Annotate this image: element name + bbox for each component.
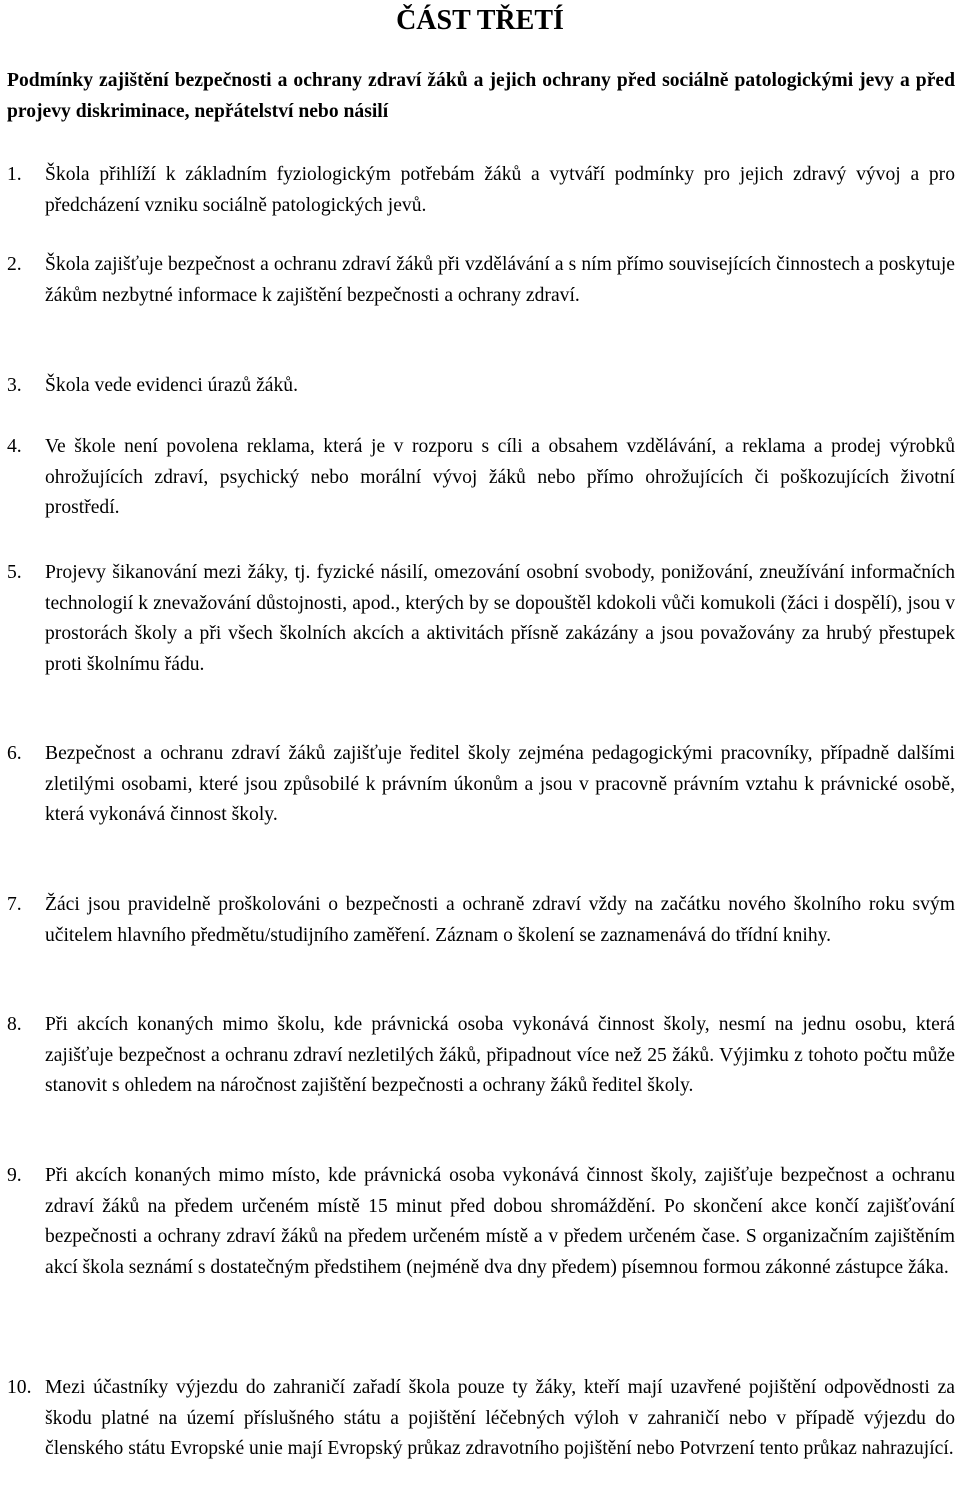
list-item-number: 1.	[7, 164, 22, 185]
list-item-number: 5.	[7, 562, 22, 583]
list-item	[7, 1010, 955, 1102]
list-item	[7, 371, 955, 402]
list-item-text: Škola zajišťuje bezpečnost a ochranu zdraví žáků při vzdělávání a s ním přímo souvisejících činnostech a poskytuje žákům nezbytné informace k zajištění bezpečnosti a ochrany zdraví.	[45, 254, 955, 306]
list-item-number: 9.	[7, 1165, 22, 1186]
page-title: ČÁST TŘETÍ	[396, 5, 564, 36]
list-item	[7, 160, 955, 221]
list-item	[7, 558, 955, 680]
list-item-text: Žáci jsou pravidelně proškolováni o bezpečnosti a ochraně zdraví vždy na začátku nového školního roku svým učitelem hlavního předmětu/studijního zaměření. Záznam o školení se zaznamenává do třídní knihy.	[45, 894, 955, 946]
list-item-number: 10.	[7, 1377, 32, 1398]
list-item-text: Škola vede evidenci úrazů žáků.	[45, 375, 298, 396]
list-item	[7, 890, 955, 951]
list-item	[7, 1161, 955, 1283]
list-item-text: Při akcích konaných mimo školu, kde právnická osoba vykonává činnost školy, nesmí na jednu osobu, která zajišťuje bezpečnost a ochranu zdraví nezletilých žáků, připadnout více než 25 žáků. Výjimku z tohoto počtu může stanovit s ohledem na náročnost zajištění bezpečnosti a ochrany žáků ředitel školy.	[45, 1014, 955, 1096]
list-item-number: 6.	[7, 743, 22, 764]
section-subtitle: Podmínky zajištění bezpečnosti a ochrany zdraví žáků a jejich ochrany před sociálně patologickými jevy a před projevy diskriminace, nepřátelství nebo násilí	[7, 70, 955, 122]
list-item-text: Projevy šikanování mezi žáky, tj. fyzické násilí, omezování osobní svobody, ponižování, zneužívání informačních technologií k znevažování důstojnosti, apod., kterých by se dopouštěl kdokoli vůči komukoli (žáci i dospělí), jsou v prostorách školy a při všech školních akcích a aktivitách přísně zakázány a jsou považovány za hrubý přestupek proti školnímu řádu.	[45, 562, 955, 675]
list-item-number: 3.	[7, 375, 22, 396]
list-item-text: Při akcích konaných mimo místo, kde právnická osoba vykonává činnost školy, zajišťuje bezpečnost a ochranu zdraví žáků na předem určeném místě 15 minut před dobou shromáždění. Po skončení akce končí zajišťování bezpečnosti a ochrany zdraví žáků na předem určeném místě a v předem určeném čase. S organizačním zajištěním akcí škola seznámí s dostatečným předstihem (nejméně dva dny předem) písemnou formou zákonné zástupce žáka.	[45, 1165, 955, 1278]
list-item	[7, 432, 955, 524]
list-item-number: 4.	[7, 436, 22, 457]
list-item	[7, 1373, 955, 1465]
list-item-text: Mezi účastníky výjezdu do zahraničí zařadí škola pouze ty žáky, kteří mají uzavřené pojištění odpovědnosti za škodu platné na území příslušného státu a pojištění léčebných výloh v zahraničí nebo v případě výjezdu do členského státu Evropské unie mají Evropský průkaz zdravotního pojištění nebo Potvrzení tento průkaz nahrazující.	[45, 1377, 955, 1459]
list-item	[7, 739, 955, 831]
list-item-number: 8.	[7, 1014, 22, 1035]
list-item-number: 2.	[7, 254, 22, 275]
list-item	[7, 250, 955, 311]
list-item-text: Bezpečnost a ochranu zdraví žáků zajišťuje ředitel školy zejména pedagogickými pracovníky, případně dalšími zletilými osobami, které jsou způsobilé k právním úkonům a jsou v pracovně právním vztahu k právnické osobě, která vykonává činnost školy.	[45, 743, 955, 825]
list-item-text: Ve škole není povolena reklama, která je v rozporu s cíli a obsahem vzdělávání, a reklama a prodej výrobků ohrožujících zdraví, psychický nebo morální vývoj žáků nebo přímo ohrožujících či poškozujících životní prostředí.	[45, 436, 955, 518]
list-item-number: 7.	[7, 894, 22, 915]
list-item-text: Škola přihlíží k základním fyziologickým potřebám žáků a vytváří podmínky pro jejich zdravý vývoj a pro předcházení vzniku sociálně patologických jevů.	[45, 164, 955, 216]
